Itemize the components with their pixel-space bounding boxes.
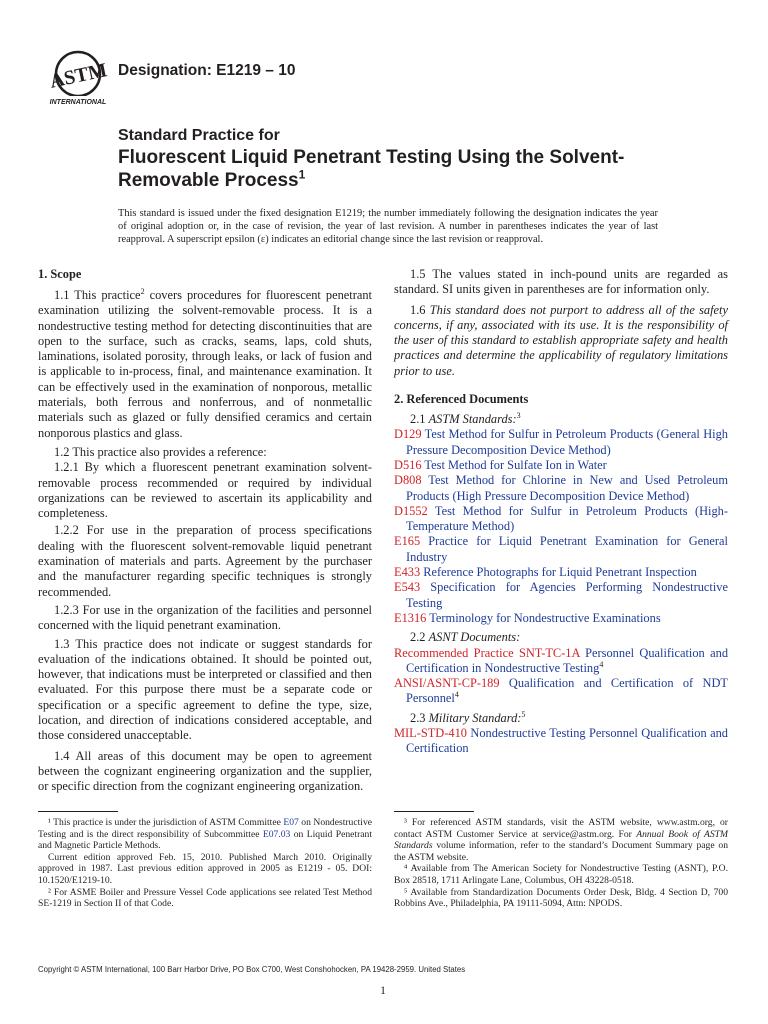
ref-code-link[interactable]: D516 <box>394 457 422 472</box>
svg-text:ASTM: ASTM <box>47 59 109 93</box>
asnt-documents-label: 2.2 ASNT Documents: <box>410 630 521 645</box>
designation-year: – 10 <box>261 62 296 79</box>
page-number: 1 <box>380 983 386 997</box>
ref-title-link[interactable]: Test Method for Sulfate Ion in Water <box>421 457 607 472</box>
ref-code-link[interactable]: Recommended Practice SNT-TC-1A <box>394 645 580 660</box>
copyright-footer: Copyright © ASTM International, 100 Barr Harbor Drive, PO Box C700, West Conshohocken, PA 19428-2959. United States <box>38 965 466 974</box>
ref-code-link[interactable]: D1552 <box>394 503 428 518</box>
ref-title-link[interactable]: Test Method for Chlorine in New and Used Petroleum Products (High Pressure Decomposition Device Method) <box>406 473 728 503</box>
designation-label: Designation: E1219 <box>118 62 261 79</box>
ref-title-link[interactable]: Practice for Liquid Penetrant Examination for General Industry <box>406 534 728 564</box>
right-column <box>394 267 728 757</box>
footnote-1: ¹ This practice is under the jurisdiction of ASTM Committee E07 on Nondestructive Testing and is the direct responsibility of Subcommittee E07.03 on Liquid Penetrant and Magnetic Particle Methods. <box>38 817 372 852</box>
footnote-5: ⁵ Available from Standardization Documents Order Desk, Bldg. 4 Section D, 700 Robbins Ave., Philadelphia, PA 19111-5094, Attn: NPODS. <box>394 886 728 910</box>
ref-code-link[interactable]: E433 <box>394 565 421 580</box>
ref-item[interactable] <box>394 565 728 580</box>
footnotes-right <box>394 817 728 910</box>
title-footnote-mark: 1 <box>298 167 306 182</box>
footnote-divider <box>394 811 474 812</box>
ref-item[interactable] <box>394 457 728 473</box>
footnote-3: ³ For referenced ASTM standards, visit the ASTM website, www.astm.org, or contact ASTM Customer Service at service@astm.org. For Annual Book of ASTM Standards volume information, refer to the standard’s Document Summary page on the ASTM website. <box>394 817 728 863</box>
ref-item[interactable] <box>394 610 728 626</box>
ref-item[interactable]: ANSI/ASNT-CP-189 Qualification and Certification of NDT Personnel$^4$ <box>394 676 728 706</box>
footnote-2: ² For ASME Boiler and Pressure Vessel Code applications see related Test Method SE-1219 in Section II of that Code. <box>38 886 372 910</box>
title-text: Fluorescent Liquid Penetrant Testing Using the Solvent-Removable Process <box>118 147 625 191</box>
ref-title-link[interactable]: Test Method for Sulfur in Petroleum Products (General High Pressure Decomposition Device Method) <box>406 427 728 457</box>
footnote-1-edition: Current edition approved Feb. 15, 2010. Published March 2010. Originally approved in 1987. Last previous edition approved in 2005 as E1219 - 05. DOI: 10.1520/E1219-10. <box>38 851 372 886</box>
subcommittee-link[interactable]: E07.03 <box>262 828 291 840</box>
left-column <box>38 267 372 795</box>
para-1-4: 1.4 All areas of this document may be open to agreement between the cognizant engineering organization and the supplier, or specific direction from the cognizant engineering organization. <box>38 748 372 794</box>
ref-item[interactable] <box>394 503 728 535</box>
para-1-2-1: 1.2.1 By which a fluorescent penetrant examination solvent-removable process recommended or required by individual organizations can be reviewed to ascertain its applicability and completeness. <box>38 460 372 521</box>
footnotes-left <box>38 817 372 910</box>
para-1-2: 1.2 This practice also provides a reference: <box>54 444 267 459</box>
ref-code-link[interactable]: D129 <box>394 427 422 442</box>
para-1-2-2: 1.2.2 For use in the preparation of process specifications dealing with the fluorescent solvent-removable liquid penetrant examination of materials and parts. Agreement by the purchaser and the manufacturer regarding specific techniques is strongly recommended. <box>38 523 372 599</box>
ref-item[interactable] <box>394 534 728 565</box>
astm-logo <box>42 50 114 108</box>
intro-notice: This standard is issued under the fixed designation E1219; the number immediately following the designation indicates the year of original adoption or, in the case of revision, the year of last revision. A number in parentheses indicates the year of last reapproval. A superscript epsilon (ε) indicates an editorial change since the last revision or reapproval. <box>118 208 658 245</box>
footnote-divider <box>38 811 118 812</box>
ref-item[interactable] <box>394 580 728 611</box>
title-line-1: Standard Practice for <box>118 127 280 144</box>
astm-standards-label: 2.1 ASTM Standards:$^3$ <box>410 410 521 427</box>
para-1-2-3: 1.2.3 For use in the organization of the facilities and personnel concerned with the liquid penetrant examination. <box>38 602 372 633</box>
ref-code-link[interactable]: E165 <box>394 534 421 549</box>
ref-code-link[interactable]: ANSI/ASNT-CP-189 <box>394 676 500 691</box>
svg-text:INTERNATIONAL: INTERNATIONAL <box>49 99 107 106</box>
title-line-2 <box>118 146 658 192</box>
para-1-5: 1.5 The values stated in inch-pound units are regarded as standard. SI units given in parentheses are for information only. <box>394 267 728 297</box>
ref-title-link[interactable]: Test Method for Sulfur in Petroleum Products (High-Temperature Method) <box>406 503 728 534</box>
footnote-4: ⁴ Available from The American Society for Nondestructive Testing (ASNT), P.O. Box 28518, 1711 Arlingate Lane, Columbus, OH 43228-0518. <box>394 863 728 886</box>
ref-item[interactable] <box>394 726 728 757</box>
scope-heading: 1. Scope <box>38 267 82 281</box>
ref-code-link[interactable]: D808 <box>394 473 422 488</box>
ref-title-link[interactable]: Specification for Agencies Performing Nondestructive Testing <box>406 580 728 610</box>
ref-item[interactable] <box>394 473 728 504</box>
ref-code-link[interactable]: E1316 <box>394 610 427 625</box>
ref-title-link[interactable]: Personnel Qualification and Certification in Nondestructive Testing <box>406 645 729 675</box>
ref-code-link[interactable]: MIL-STD-410 <box>394 726 467 741</box>
para-1-1: 1.1 This practice$^2$ covers procedures for fluorescent penetrant examination utilizing the solvent-removable process. It is a nondestructive testing method for detecting discontinuities that are open to the surface, such as cracks, seams, laps, cold shuts, laminations, isolated porosity, through leaks, or lack of fusion and is applicable to in-process, final, and maintenance examination. It can be effectively used in the examination of nonporous, metallic materials, both ferrous and nonferrous, and of nonmetallic materials such as glazed or fully densified ceramics and certain nonporous plastics and glass. <box>38 286 372 440</box>
refdocs-heading: 2. Referenced Documents <box>394 392 529 407</box>
para-1-6: 1.6 This standard does not purport to address all of the safety concerns, if any, associated with its use. It is the responsibility of the user of this standard to establish appropriate safety and health practices and determine the applicability of regulatory limitations prior to use. <box>394 302 728 378</box>
ref-title-link[interactable]: Reference Photographs for Liquid Penetrant Inspection <box>420 565 697 580</box>
designation <box>118 62 295 80</box>
military-standard-label: 2.3 Military Standard:$^5$ <box>410 709 526 725</box>
ref-item[interactable] <box>394 427 728 458</box>
committee-link[interactable]: E07 <box>283 817 299 828</box>
para-1-3: 1.3 This practice does not indicate or suggest standards for evaluation of the indications obtained. It should be pointed out, however, that indications must be interpreted or classified and then evaluated. For this purpose there must be a separate code or specification or a specific agreement to define the type, size, location, and direction of indications considered acceptable, and those considered unacceptable. <box>38 636 372 743</box>
ref-title-link[interactable]: Terminology for Nondestructive Examinations <box>426 610 661 625</box>
ref-title-link[interactable]: Qualification and Certification of NDT Personnel <box>406 676 728 706</box>
ref-title-link[interactable]: Nondestructive Testing Personnel Qualification and Certification <box>406 726 728 756</box>
ref-code-link[interactable]: E543 <box>394 580 421 595</box>
ref-item[interactable]: Recommended Practice SNT-TC-1A Personnel Qualification and Certification in Nondestructive Testing$^4$ <box>394 645 729 675</box>
